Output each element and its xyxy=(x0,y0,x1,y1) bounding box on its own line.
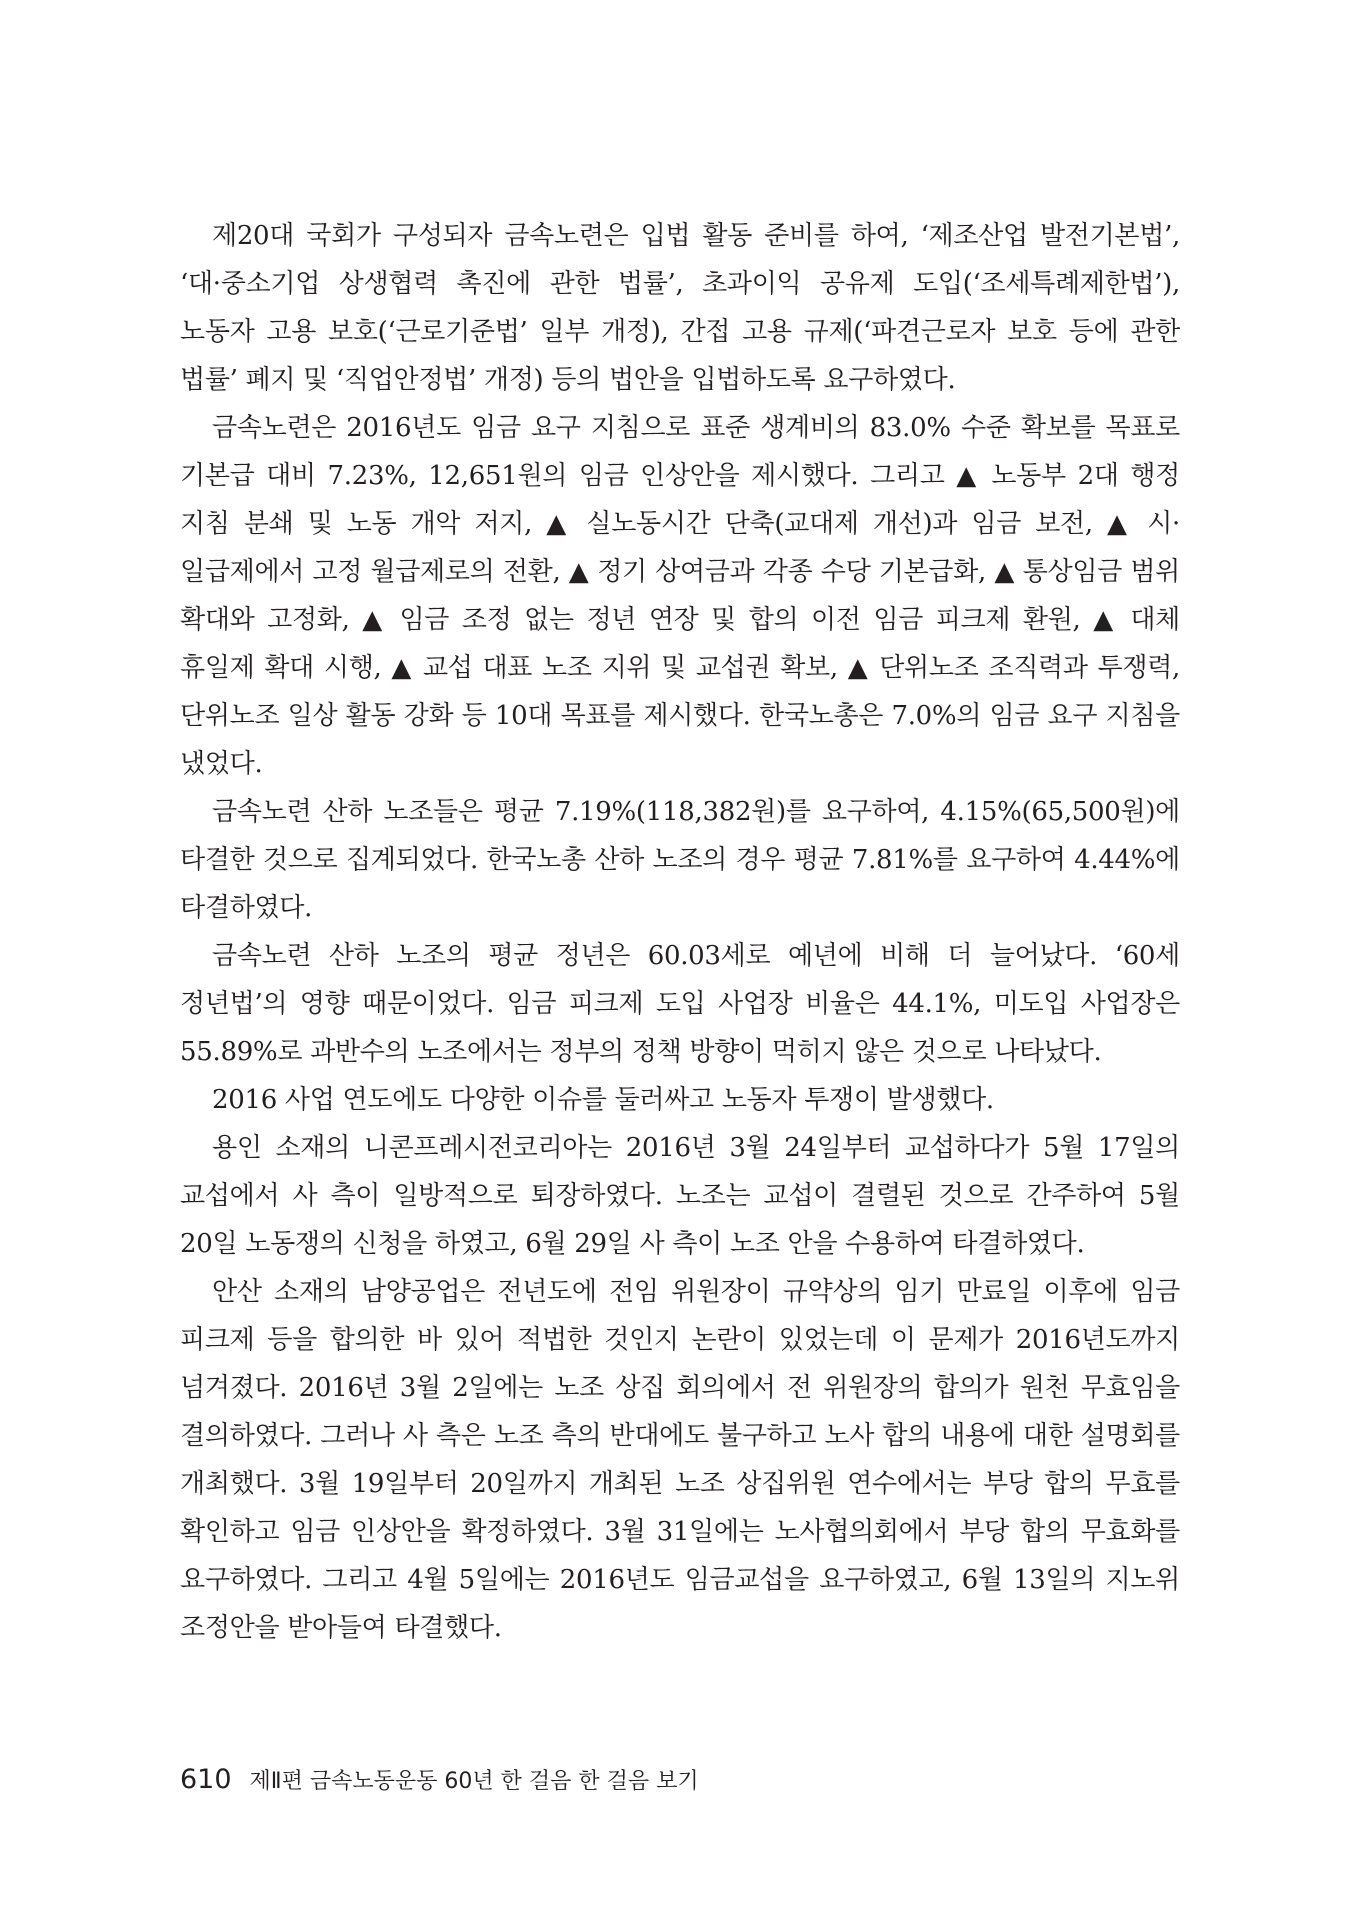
paragraph-disputes-intro: 2016 사업 연도에도 다양한 이슈를 둘러싸고 노동자 투쟁이 발생했다. xyxy=(212,1085,994,1115)
paragraph-retirement-age: 금속노련 산하 노조의 평균 정년은 60.03세로 예년에 비해 더 늘어났다. ‘60세 정년법’의 영향 때문이었다. 임금 피크제 도입 사업장 비율은 44.1%, 미도입 사업장은 55.89%로 과반수의 노조에서는 정부의 정책 방향이 먹히지 않은 것으로 나타났다. xyxy=(180,941,1180,1067)
paragraph-namyang-dispute: 안산 소재의 남양공업은 전년도에 전임 위원장이 규약상의 임기 만료일 이후에 임금 피크제 등을 합의한 바 있어 적법한 것인지 논란이 있었는데 이 문제가 2016년도까지 넘겨졌다. 2016년 3월 2일에는 노조 상집 회의에서 전 위원장의 합의가 원천 무효임을 결의하였다. 그러나 사 측은 노조 측의 반대에도 불구하고 노사 합의 내용에 대한 설명회를 개최했다. 3월 19일부터 20일까지 개최된 노조 상집위원 연수에서는 부당 합의 무효를 확인하고 임금 인상안을 확정하였다. 3월 31일에는 노사협의회에서 부당 합의 무효화를 요구하였다. 그리고 4월 5일에는 2016년도 임금교섭을 요구하였고, 6월 13일의 지노위 조정안을 받아들여 타결했다. xyxy=(180,1277,1180,1643)
page-number: 610 xyxy=(180,1764,232,1795)
paragraph-wage-guideline: 금속노련은 2016년도 임금 요구 지침으로 표준 생계비의 83.0% 수준 확보를 목표로 기본급 대비 7.23%, 12,651원의 임금 인상안을 제시했다. 그리고 ▲ 노동부 2대 행정 지침 분쇄 및 노동 개악 저지, ▲ 실노동시간 단축(교대제 개선)과 임금 보전, ▲ 시·일급제에서 고정 월급제로의 전환, ▲ 정기 상여금과 각종 수당 기본급화, ▲ 통상임금 범위 확대와 고정화, ▲ 임금 조정 없는 정년 연장 및 합의 이전 임금 피크제 환원, ▲ 대체 휴일제 확대 시행, ▲ 교섭 대표 노조 지위 및 교섭권 확보, ▲ 단위노조 조직력과 투쟁력, 단위노조 일상 활동 강화 등 10대 목표를 제시했다. 한국노총은 7.0%의 임금 요구 지침을 냈었다. xyxy=(180,413,1180,779)
paragraph-legislation: 제20대 국회가 구성되자 금속노련은 입법 활동 준비를 하여, ‘제조산업 발전기본법’, ‘대·중소기업 상생협력 촉진에 관한 법률’, 초과이익 공유제 도입(‘조세특례제한법’), 노동자 고용 보호(‘근로기준법’ 일부 개정), 간접 고용 규제(‘파견근로자 보호 등에 관한 법률’ 폐지 및 ‘직업안정법’ 개정) 등의 법안을 입법하도록 요구하였다. xyxy=(180,221,1180,395)
body-text xyxy=(180,212,1180,1652)
page-footer xyxy=(180,1764,699,1795)
paragraph-nikon-dispute: 용인 소재의 니콘프레시전코리아는 2016년 3월 24일부터 교섭하다가 5월 17일의 교섭에서 사 측이 일방적으로 퇴장하였다. 노조는 교섭이 결렬된 것으로 간주하여 5월 20일 노동쟁의 신청을 하였고, 6월 29일 사 측이 노조 안을 수용하여 타결하였다. xyxy=(180,1133,1180,1259)
paragraph-wage-settlement: 금속노련 산하 노조들은 평균 7.19%(118,382원)를 요구하여, 4.15%(65,500원)에 타결한 것으로 집계되었다. 한국노총 산하 노조의 경우 평균 7.81%를 요구하여 4.44%에 타결하였다. xyxy=(180,797,1180,923)
running-title: 제Ⅱ편 금속노동운동 60년 한 걸음 한 걸음 보기 xyxy=(249,1769,699,1794)
